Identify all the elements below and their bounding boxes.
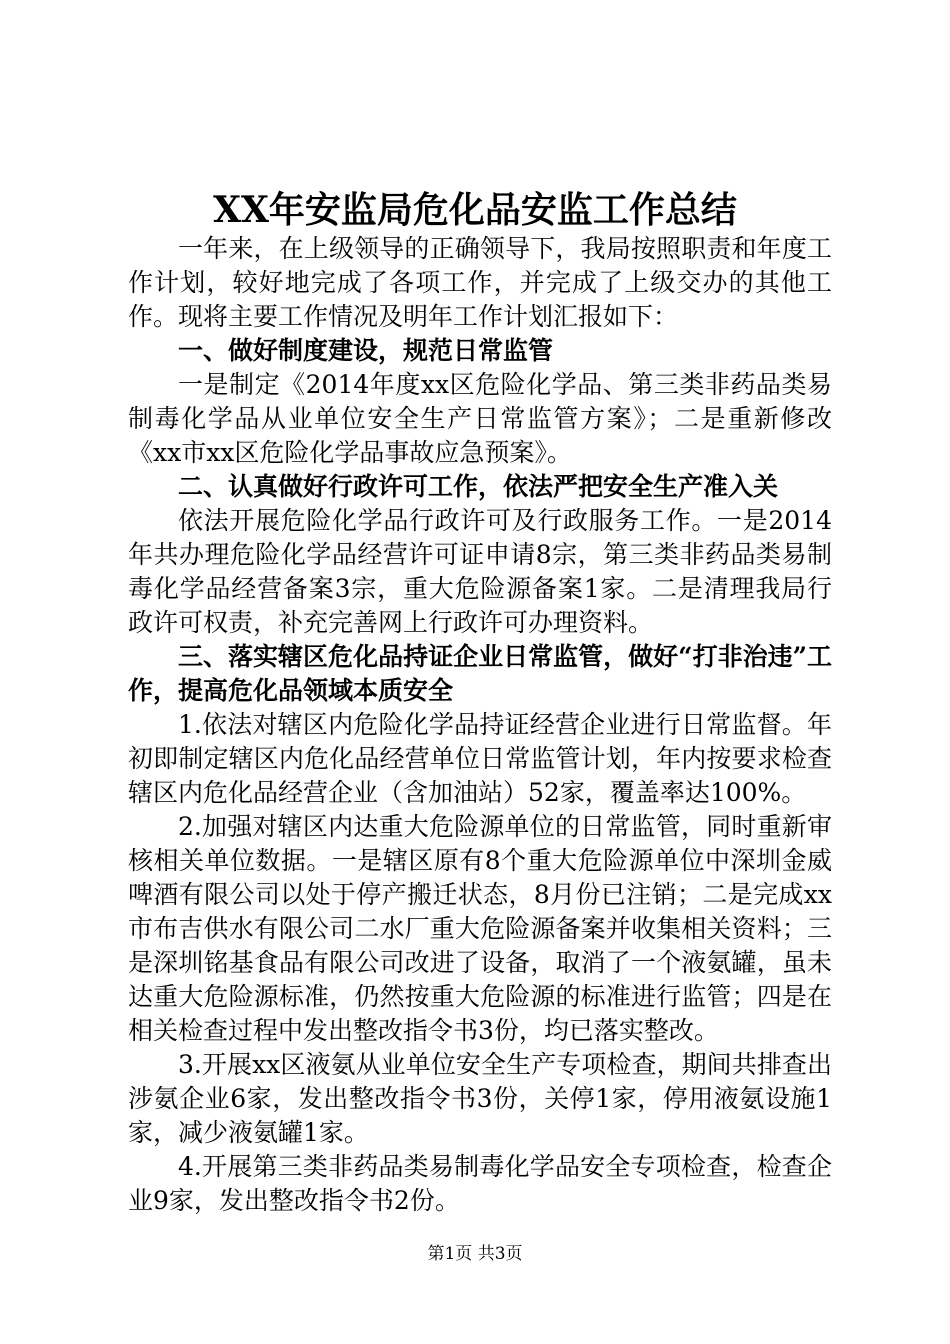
section-3-paragraph-4: 4.开展第三类非药品类易制毒化学品安全专项检查，检查企业9家，发出整改指令书2份。 <box>128 1152 832 1215</box>
section-heading-2: 二、认真做好行政许可工作，依法严把安全生产准入关 <box>178 472 779 501</box>
section-heading-3: 三、落实辖区危化品持证企业日常监管，做好“打非治违”工作，提高危化品领域本质安全 <box>128 642 832 705</box>
section-3-paragraph-1: 1.依法对辖区内危险化学品持证经营企业进行日常监督。年初即制定辖区内危化品经营单位日常监管计划，年内按要求检查辖区内危化品经营企业（含加油站）52家，覆盖率达100%。 <box>128 710 832 807</box>
document-body <box>128 232 832 1218</box>
document-title: XX年安监局危化品安监工作总结 <box>213 189 737 231</box>
section-heading-1: 一、做好制度建设，规范日常监管 <box>178 336 554 365</box>
intro-paragraph: 一年来，在上级领导的正确领导下，我局按照职责和年度工作计划，较好地完成了各项工作，并完成了上级交办的其他工作。现将主要工作情况及明年工作计划汇报如下： <box>128 234 832 331</box>
section-3-paragraph-2: 2.加强对辖区内达重大危险源单位的日常监管，同时重新审核相关单位数据。一是辖区原有8个重大危险源单位中深圳金威啤酒有限公司以处于停产搬迁状态，8月份已注销；二是完成xx市布吉供水有限公司二水厂重大危险源备案并收集相关资料；三是深圳铭基食品有限公司改进了设备，取消了一个液氨罐，虽未达重大危险源标准，仍然按重大危险源的标准进行监管；四是在相关检查过程中发出整改指令书3份，均已落实整改。 <box>128 812 832 1045</box>
section-1-paragraph-1: 一是制定《2014年度xx区危险化学品、第三类非药品类易制毒化学品从业单位安全生产日常监管方案》；二是重新修改《xx市xx区危险化学品事故应急预案》。 <box>128 370 832 467</box>
section-3-paragraph-3: 3.开展xx区液氨从业单位安全生产专项检查，期间共排查出涉氨企业6家，发出整改指令书3份，关停1家，停用液氨设施1家，减少液氨罐1家。 <box>128 1050 832 1147</box>
section-2-paragraph-1: 依法开展危险化学品行政许可及行政服务工作。一是2014年共办理危险化学品经营许可证申请8宗，第三类非药品类易制毒化学品经营备案3宗，重大危险源备案1家。二是清理我局行政许可权责，补充完善网上行政许可办理资料。 <box>128 506 832 637</box>
page-number-footer: 第1页 共3页 <box>427 1244 523 1264</box>
